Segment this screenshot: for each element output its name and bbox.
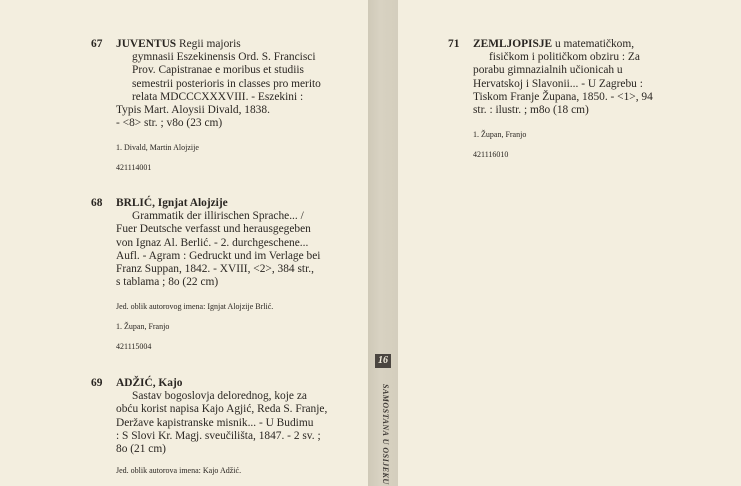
catalog-entry-67 (91, 38, 321, 173)
catalog-entry-69 (91, 377, 328, 476)
entry-heading: ADŽIĆ, Kajo (116, 377, 183, 389)
entry-line: gymnasii Eszekinensis Ord. S. Francisci (132, 51, 316, 64)
entry-id: 421116010 (473, 150, 509, 160)
page-number: 16 (375, 354, 391, 368)
entry-line: Hervatskoj i Slavonii... - U Zagrebu : (473, 77, 643, 90)
entry-person: 1. Župan, Franjo (473, 130, 527, 140)
entry-line: 8o (21 cm) (116, 443, 166, 456)
entry-note: 1. Divald, Martin Alojzije (116, 143, 199, 153)
entry-line: s tablama ; 8o (22 cm) (116, 276, 219, 289)
entry-id: 421114001 (116, 163, 152, 173)
entry-line: Aufl. - Agram : Gedruckt und im Verlage bei (116, 249, 321, 262)
entry-line: Fuer Deutsche verfasst und herausgegeben (116, 223, 311, 236)
catalog-entry-68 (91, 197, 321, 352)
entry-line: von Ignaz Al. Berlić. - 2. durchgeschene... (116, 236, 309, 249)
catalog-entry-71 (448, 38, 653, 160)
entry-heading: JUVENTUS (116, 38, 177, 50)
entry-title-start: Regii majoris (176, 38, 241, 50)
entry-line: - <8> str. ; v8o (23 cm) (116, 117, 223, 130)
entry-person: 1. Župan, Franjo (116, 322, 170, 332)
entry-line: obću korist napisa Kajo Agjić, Reda S. Franje, (116, 403, 328, 416)
entry-line: Franz Suppan, 1842. - XVIII, <2>, 384 str., (116, 263, 314, 276)
entry-title-start: u matematičkom, (552, 38, 635, 50)
entry-note: Jed. oblik autorova imena: Kajo Adžić. (116, 466, 242, 476)
entry-heading: ZEMLJOPISJE (473, 38, 553, 50)
spine-label: SAMOSTANA U OSIJEKU (381, 384, 390, 485)
entry-line: porabu gimnazialnih učionicah u (473, 64, 623, 77)
entry-id: 421115004 (116, 342, 152, 352)
entry-line: relata MDCCCXXXVIII. - Eszekini : (132, 90, 304, 103)
entry-number: 68 (91, 197, 103, 209)
entry-note: Jed. oblik autorovog imena: Ignjat Alojzije Brlić. (116, 302, 274, 312)
entry-heading: BRLIĆ, Ignjat Alojzije (116, 197, 228, 209)
entry-line: Tiskom Franje Županа, 1850. - <1>, 94 (473, 90, 653, 103)
entry-number: 69 (91, 377, 103, 389)
entry-line: : S Slovi Kr. Magj. sveučilišta, 1847. - 2 sv. ; (116, 429, 321, 442)
entry-line: Grammatik der illirischen Sprache... / (132, 210, 304, 223)
entry-line: fisičkom i političkom obziru : Za (489, 51, 640, 64)
entry-line: Typis Mart. Aloysii Divald, 1838. (116, 104, 270, 117)
spine-text (376, 384, 390, 486)
entry-number: 71 (448, 38, 460, 50)
entry-line: Sastav bogoslovja delorednog, koje za (132, 390, 307, 403)
entry-line: semestrii posterioris in classes pro merito (132, 77, 321, 90)
entry-line: Deržave kapistranske misnik... - U Budimu (116, 416, 314, 429)
entry-number: 67 (91, 38, 103, 50)
entry-line: str. : ilustr. ; m8o (18 cm) (473, 104, 589, 117)
entry-line: Prov. Capistranae e moribus et studiis (132, 64, 304, 77)
